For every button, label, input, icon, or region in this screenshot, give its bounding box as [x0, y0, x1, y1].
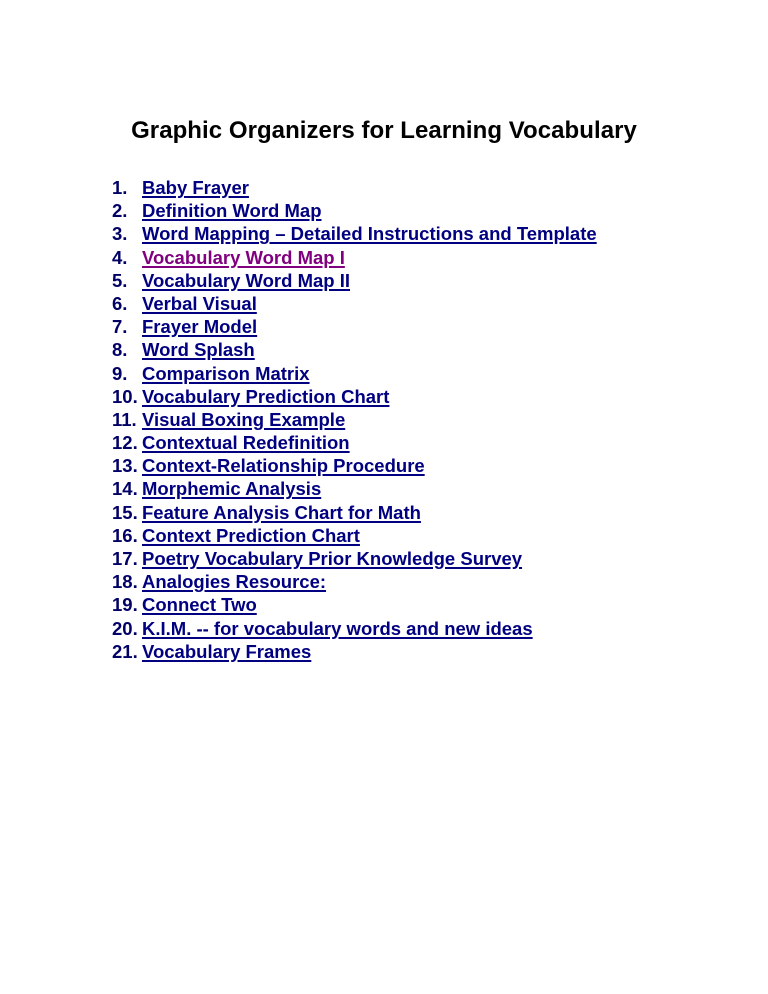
link-word-splash[interactable]: Word Splash: [142, 339, 255, 361]
list-item: [112, 641, 597, 664]
list-item: [112, 525, 597, 548]
item-number: 17.: [112, 548, 138, 569]
list-item: [112, 177, 597, 200]
list-item: [112, 502, 597, 525]
link-definition-word-map[interactable]: Definition Word Map: [142, 200, 322, 222]
item-number: 19.: [112, 594, 138, 616]
item-number: 20.: [112, 617, 138, 639]
item-number: 21.: [112, 640, 138, 662]
link-contextual-redefinition[interactable]: Contextual Redefinition: [142, 432, 350, 454]
item-number: 4.: [112, 246, 128, 268]
list-item: [112, 386, 597, 409]
item-number: 3.: [112, 223, 128, 245]
list-item: [112, 247, 597, 270]
link-vocabulary-word-map-ii[interactable]: Vocabulary Word Map II: [142, 269, 350, 291]
item-number: 2.: [112, 200, 128, 222]
link-word-mapping[interactable]: Word Mapping – Detailed Instructions and Template: [142, 223, 597, 245]
item-number: 6.: [112, 292, 128, 314]
item-number: 14.: [112, 478, 138, 500]
item-number: 13.: [112, 455, 138, 477]
list-item: [112, 571, 597, 594]
list-item: [112, 200, 597, 223]
link-vocabulary-word-map-i[interactable]: Vocabulary Word Map I: [142, 246, 345, 268]
list-item: [112, 548, 597, 571]
item-number: 5.: [112, 269, 128, 291]
list-item: [112, 432, 597, 455]
link-context-prediction-chart[interactable]: Context Prediction Chart: [142, 524, 360, 546]
link-morphemic-analysis[interactable]: Morphemic Analysis: [142, 478, 322, 500]
link-poetry-vocabulary-survey[interactable]: Poetry Vocabulary Prior Knowledge Survey: [142, 548, 523, 569]
item-number: 8.: [112, 339, 128, 361]
link-connect-two[interactable]: Connect Two: [142, 594, 257, 616]
item-number: 10.: [112, 385, 138, 407]
item-number: 15.: [112, 501, 138, 523]
list-item: [112, 339, 597, 362]
item-number: 9.: [112, 362, 128, 384]
link-feature-analysis-chart-for-math[interactable]: Feature Analysis Chart for Math: [142, 501, 421, 523]
item-number: 11.: [112, 408, 137, 430]
item-number: 18.: [112, 571, 138, 593]
list-item: [112, 409, 597, 432]
item-number: 7.: [112, 316, 128, 338]
link-kim[interactable]: K.I.M. -- for vocabulary words and new ideas: [142, 617, 533, 639]
link-baby-frayer[interactable]: Baby Frayer: [142, 177, 249, 198]
item-number: 16.: [112, 524, 138, 546]
list-item: [112, 293, 597, 316]
link-analogies-resource[interactable]: Analogies Resource:: [142, 571, 327, 593]
link-vocabulary-prediction-chart[interactable]: Vocabulary Prediction Chart: [142, 385, 390, 407]
link-context-relationship-procedure[interactable]: Context-Relationship Procedure: [142, 455, 425, 477]
list-item: [112, 618, 597, 641]
list-item: [112, 223, 597, 246]
link-verbal-visual[interactable]: Verbal Visual: [142, 292, 257, 314]
item-number: 12.: [112, 432, 138, 454]
list-item: [112, 363, 597, 386]
organizer-list: [112, 177, 597, 664]
link-visual-boxing-example[interactable]: Visual Boxing Example: [142, 408, 346, 430]
link-frayer-model[interactable]: Frayer Model: [142, 316, 258, 338]
list-item: [112, 478, 597, 501]
list-item: [112, 594, 597, 617]
link-comparison-matrix[interactable]: Comparison Matrix: [142, 362, 310, 384]
list-item: [112, 455, 597, 478]
list-item: [112, 316, 597, 339]
page-title: Graphic Organizers for Learning Vocabulary: [131, 117, 637, 144]
item-number: 1.: [112, 177, 128, 198]
list-item: [112, 270, 597, 293]
link-vocabulary-frames[interactable]: Vocabulary Frames: [142, 640, 312, 662]
